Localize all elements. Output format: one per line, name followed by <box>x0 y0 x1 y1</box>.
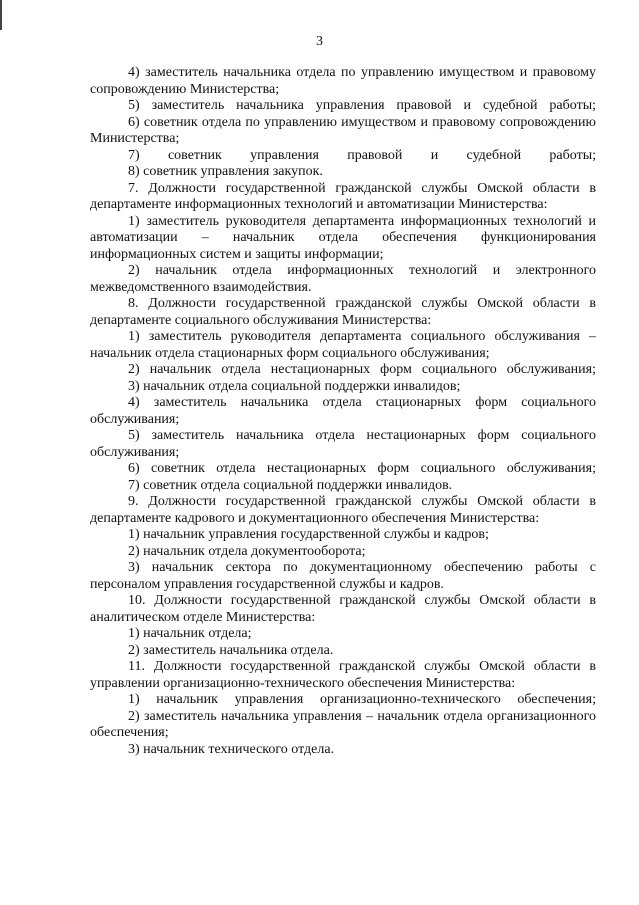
paragraph: 2) заместитель начальника отдела. <box>128 642 334 658</box>
paragraph: 5) заместитель начальника управления правовой и судебной работы; <box>128 98 596 113</box>
paragraph: 3) начальник технического отдела. <box>128 741 335 757</box>
paragraph: 6) советник отдела по управлению имуществом и правовому сопровождению Министерства; <box>90 114 596 146</box>
paragraph: 2) начальник отдела нестационарных форм социального обслуживания; <box>128 362 596 377</box>
page-number: 3 <box>316 34 323 49</box>
paragraph: 2) заместитель начальника управления – начальник отдела организационного обеспечения; <box>90 708 596 740</box>
paragraph: 1) начальник отдела; <box>128 626 252 641</box>
paragraph: 11. Должности государственной гражданской службы Омской области в управлении организационно-технического обеспечения Министерства: <box>90 659 596 691</box>
paragraph: 1) заместитель руководителя департамента социального обслуживания – начальник отдела стационарных форм социального обслуживания; <box>90 329 596 361</box>
paragraph: 7) советник отдела социальной поддержки инвалидов. <box>128 477 453 493</box>
paragraph: 6) советник отдела нестационарных форм социального обслуживания; <box>128 461 596 476</box>
paragraph: 4) заместитель начальника отдела стационарных форм социального обслуживания; <box>90 395 596 427</box>
paragraph: 1) начальник управления организационно-технического обеспечения; <box>128 692 596 707</box>
paragraph: 1) заместитель руководителя департамента информационных технологий и автоматизации – начальник отдела обеспечения функционирования информационных систем и защиты информации; <box>90 213 596 262</box>
paragraph: 2) начальник отдела документооборота; <box>128 543 366 559</box>
paragraph: 1) начальник управления государственной службы и кадров; <box>128 527 489 542</box>
document-body <box>90 65 596 758</box>
paragraph: 4) заместитель начальника отдела по управлению имуществом и правовому сопровождению Министерства; <box>90 65 596 97</box>
paragraph: 8) советник управления закупок. <box>128 164 323 179</box>
paragraph: 7. Должности государственной гражданской службы Омской области в департаменте информационных технологий и автоматизации Министерства: <box>90 180 596 212</box>
paragraph: 2) начальник отдела информационных технологий и электронного межведомственного взаимодействия. <box>90 263 596 295</box>
paragraph: 10. Должности государственной гражданской службы Омской области в аналитическом отделе Министерства: <box>90 593 596 625</box>
paragraph: 3) начальник отдела социальной поддержки инвалидов; <box>128 378 461 394</box>
paragraph: 9. Должности государственной гражданской службы Омской области в департаменте кадрового и документационного обеспечения Министерства: <box>90 494 596 526</box>
paragraph: 7) советник управления правовой и судебной работы; <box>128 147 596 163</box>
paragraph: 5) заместитель начальника отдела нестационарных форм социального обслуживания; <box>90 428 596 460</box>
paragraph: 8. Должности государственной гражданской службы Омской области в департаменте социального обслуживания Министерства: <box>90 296 596 328</box>
scan-edge-mark <box>0 0 2 30</box>
paragraph: 3) начальник сектора по документационному обеспечению работы с персоналом управления государственной службы и кадров. <box>90 560 596 592</box>
